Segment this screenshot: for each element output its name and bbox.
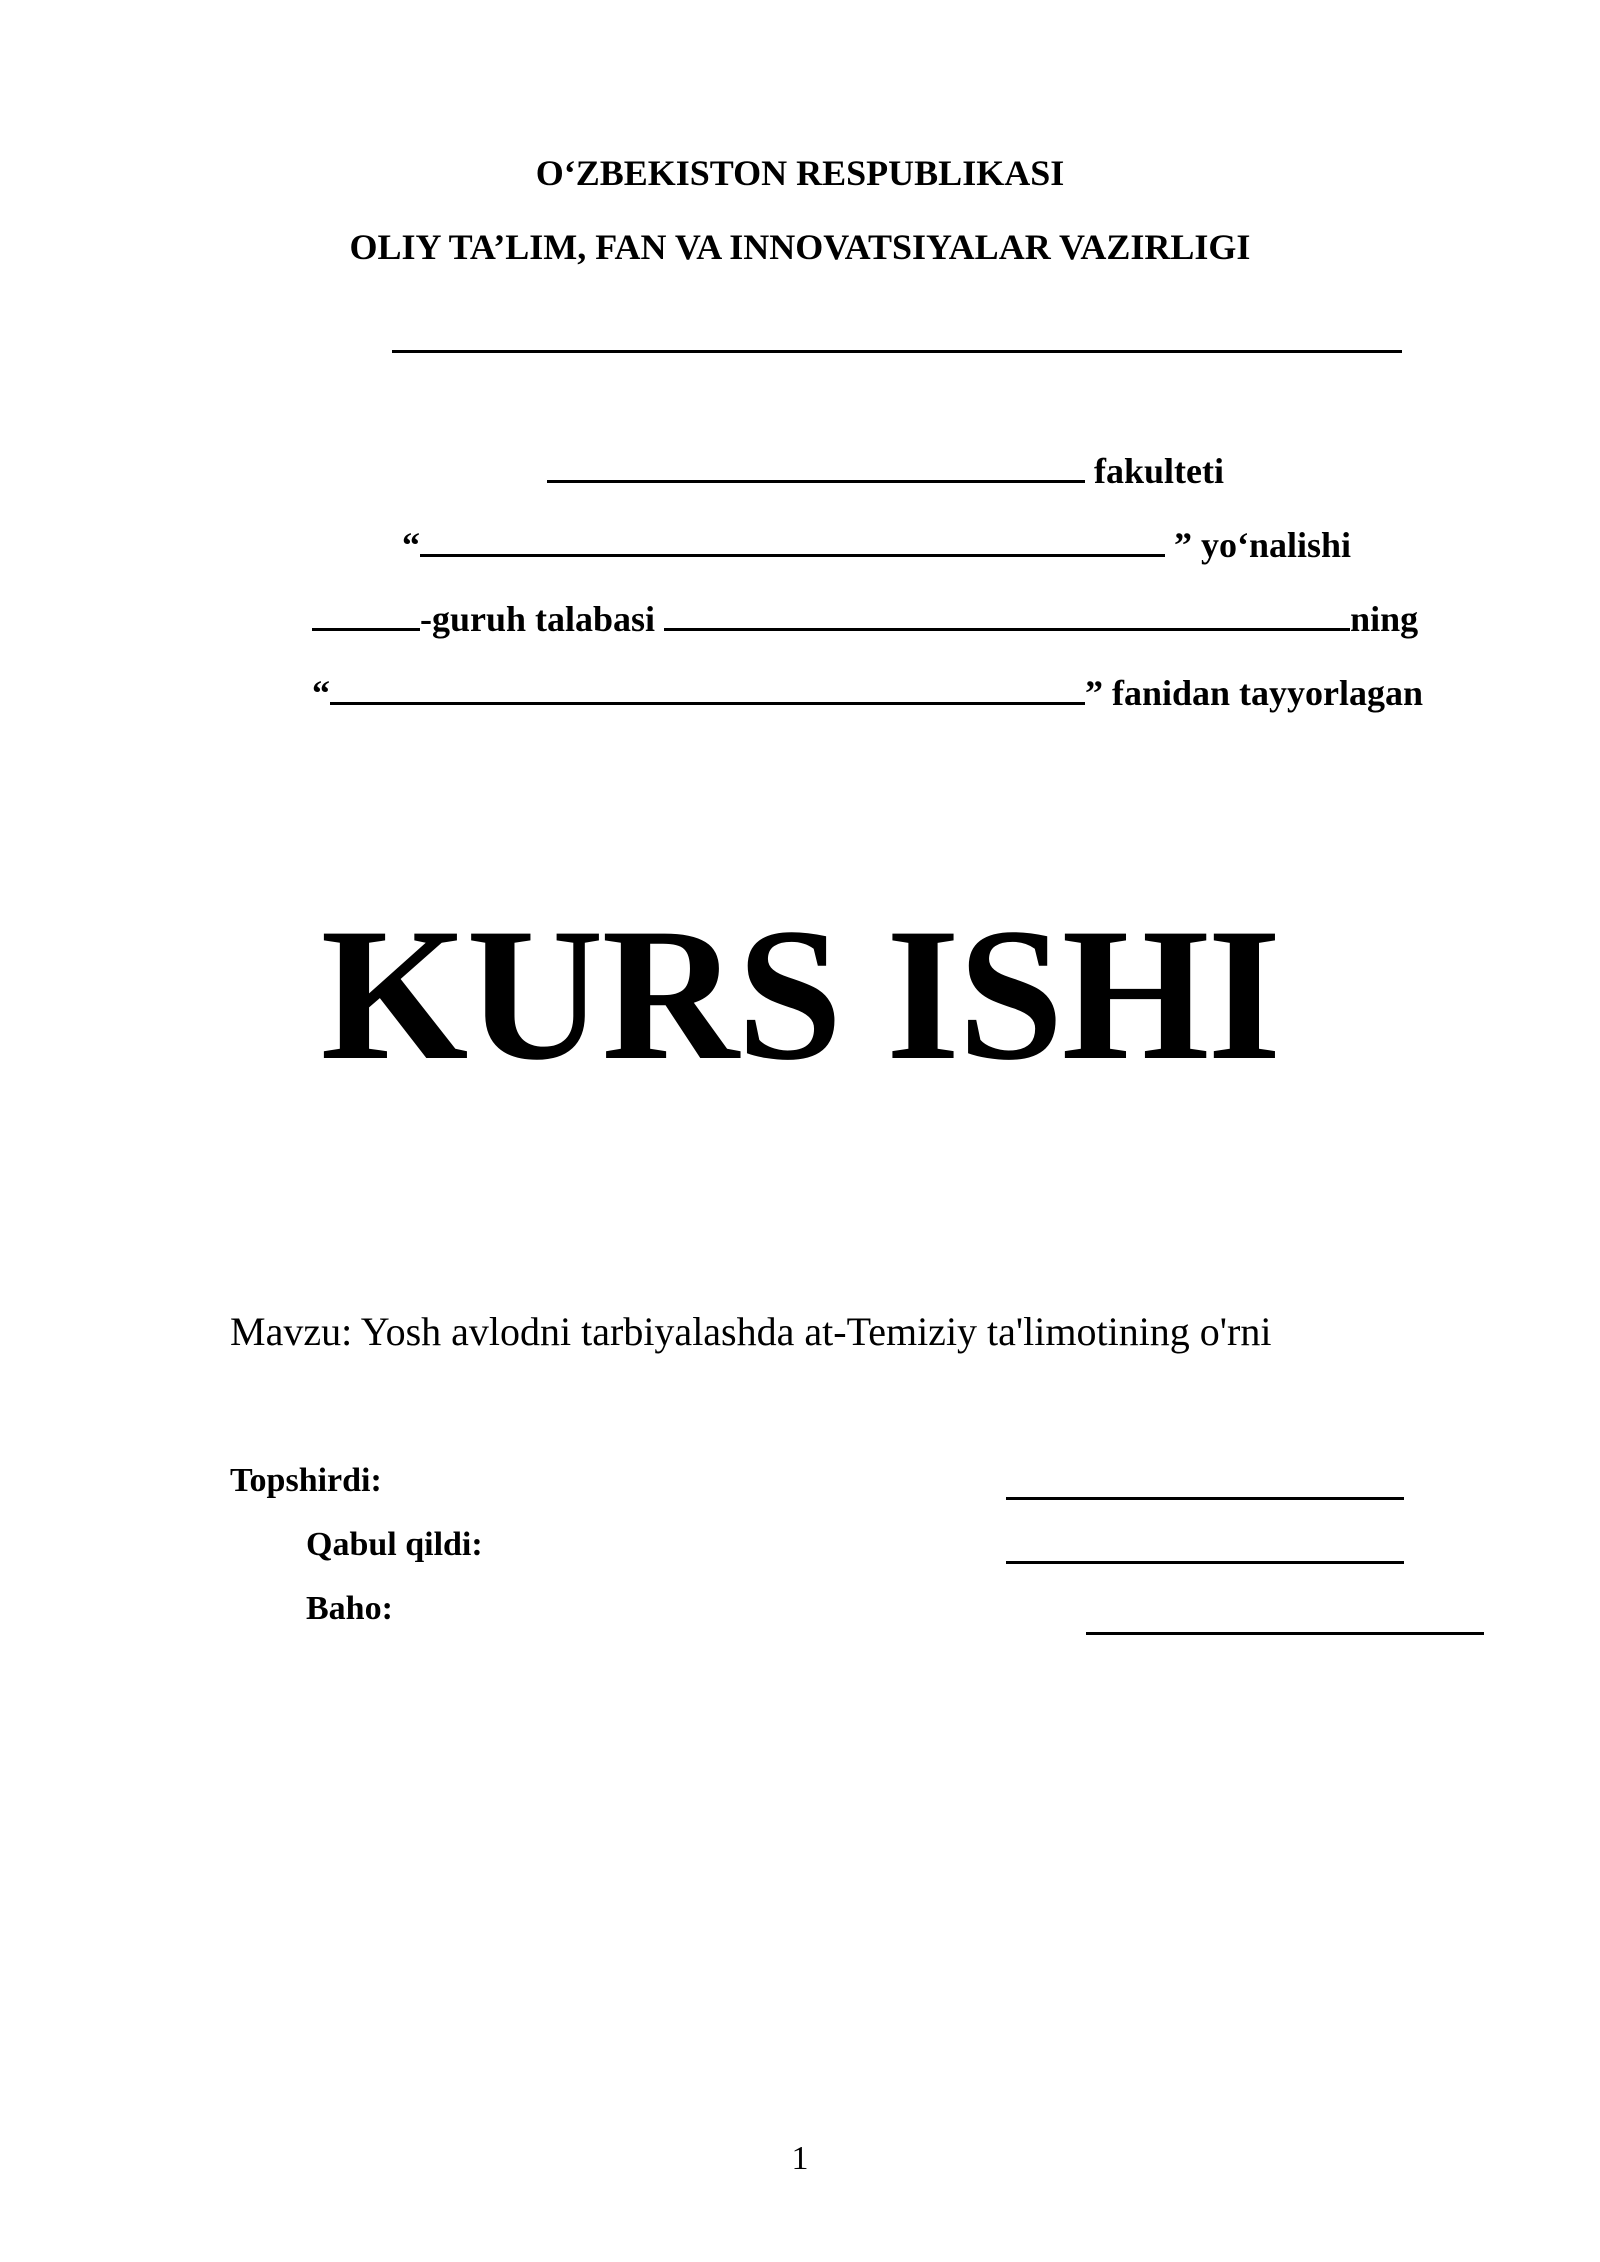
subject-line — [312, 672, 1423, 714]
student-suffix: ning — [1350, 599, 1419, 639]
document-title: KURS ISHI — [320, 890, 1280, 1100]
submitted-signature-blank — [1006, 1497, 1404, 1500]
submitted-label: Topshirdi: — [230, 1462, 382, 1499]
faculty-blank — [547, 450, 1085, 483]
grade-blank — [1086, 1632, 1484, 1635]
topic-text: Mavzu: Yosh avlodni tarbiyalashda at-Temiziy ta'limotining o'rni — [230, 1309, 1272, 1354]
subject-open-quote: “ — [312, 673, 330, 713]
country-heading: O‘ZBEKISTON RESPUBLIKASI — [535, 153, 1065, 193]
accepted-label: Qabul qildi: — [306, 1526, 483, 1563]
subject-blank — [330, 672, 1085, 705]
subject-label: ” fanidan tayyorlagan — [1085, 673, 1424, 713]
group-student-line — [312, 598, 1418, 640]
page-number: 1 — [791, 2140, 809, 2177]
university-name-blank — [392, 350, 1402, 353]
direction-line — [402, 524, 1351, 566]
direction-open-quote: “ — [402, 525, 420, 565]
ministry-heading: OLIY TA’LIM, FAN VA INNOVATSIYALAR VAZIRLIGI — [349, 227, 1251, 267]
direction-label: ” yo‘nalishi — [1165, 525, 1352, 565]
faculty-label: fakulteti — [1085, 451, 1224, 491]
group-blank — [312, 598, 420, 631]
group-label: -guruh talabasi — [420, 599, 665, 639]
grade-label: Baho: — [306, 1590, 393, 1627]
faculty-line — [547, 450, 1224, 492]
accepted-signature-blank — [1006, 1561, 1404, 1564]
direction-blank — [420, 524, 1165, 557]
student-name-blank — [664, 598, 1350, 631]
